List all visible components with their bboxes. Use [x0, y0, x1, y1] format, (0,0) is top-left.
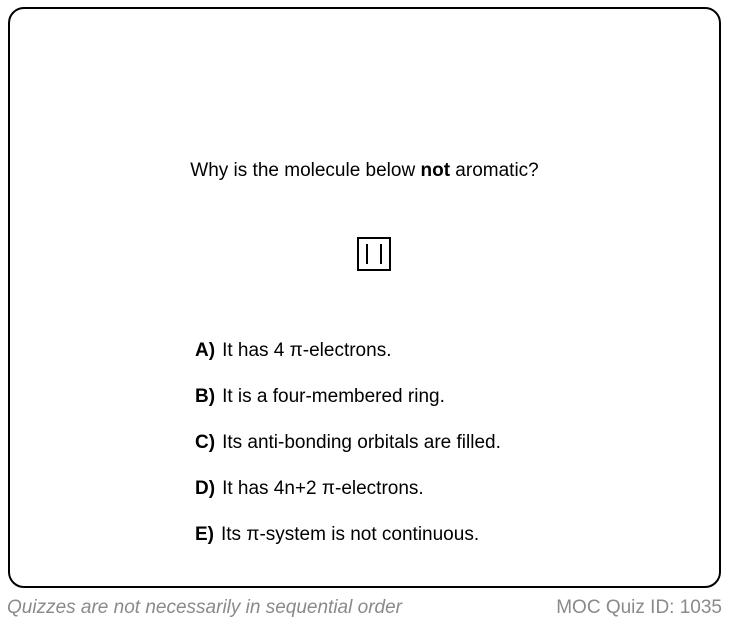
question-text [10, 160, 719, 182]
question-suffix: aromatic? [450, 160, 539, 181]
answer-text: It has 4 π-electrons. [222, 340, 392, 361]
answer-option-b[interactable] [195, 386, 501, 432]
ring-bonds [358, 238, 390, 270]
answer-text: Its anti-bonding orbitals are filled. [222, 432, 501, 453]
answer-option-d[interactable] [195, 478, 501, 524]
footer-note: Quizzes are not necessarily in sequential order [7, 597, 402, 618]
answer-letter: E) [195, 524, 214, 545]
answer-option-e[interactable] [195, 524, 501, 570]
quiz-card [8, 7, 721, 588]
answer-letter: B) [195, 386, 216, 407]
answer-letter: A) [195, 340, 216, 361]
answer-letter: D) [195, 478, 216, 499]
answer-option-a[interactable] [195, 340, 501, 386]
answer-option-c[interactable] [195, 432, 501, 478]
answer-letter: C) [195, 432, 216, 453]
answer-text: It is a four-membered ring. [222, 386, 445, 407]
answer-list [195, 340, 501, 570]
question-emphasis: not [420, 160, 451, 181]
answer-text: It has 4n+2 π-electrons. [222, 478, 424, 499]
answer-text: Its π-system is not continuous. [221, 524, 480, 545]
question-prefix: Why is the molecule below [190, 160, 421, 181]
quiz-id: MOC Quiz ID: 1035 [556, 597, 722, 618]
cyclobutadiene-structure [357, 237, 391, 271]
